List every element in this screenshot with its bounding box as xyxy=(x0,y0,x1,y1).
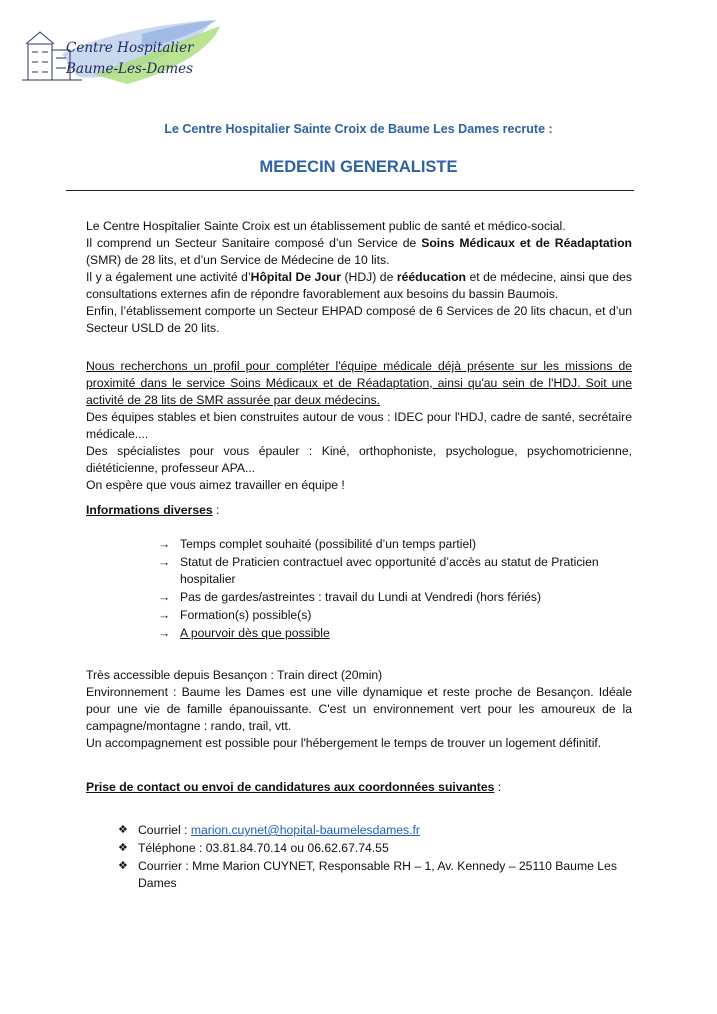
recruitment-headline: Le Centre Hospitalier Sainte Croix de Baume Les Dames recrute : xyxy=(164,122,553,136)
intro-p3-text: Il y a également une activité d’ xyxy=(86,270,251,284)
contact-list xyxy=(118,822,618,893)
arrow-right-icon: → xyxy=(158,590,171,604)
contact-heading-text: Prise de contact ou envoi de candidatures aux coordonnées suivantes xyxy=(86,780,495,794)
intro-paragraph-3 xyxy=(86,269,632,303)
intro-p2-text: Il comprend un Secteur Sanitaire composé d’un Service de xyxy=(86,236,422,250)
profile-paragraph-3: Des spécialistes pour vous épauler : Kiné, orthophoniste, psychologue, psychomotricienne, diététicienne, professeur APA... xyxy=(86,444,632,475)
arrow-right-icon: → xyxy=(158,537,171,551)
hospital-logo xyxy=(22,14,227,92)
contact-heading-colon: : xyxy=(494,780,502,794)
logo-line-2: Baume-Les-Dames xyxy=(66,61,194,77)
contact-heading xyxy=(86,779,632,796)
list-item-text: Pas de gardes/astreintes : travail du Lundi at Vendredi (hors fériés) xyxy=(180,590,542,604)
intro-p3-text-end: et de médecine, ainsi que des consultations externes afin de répondre favorablement aux besoins du bassin Baumois. xyxy=(86,270,633,301)
access-paragraph-3: Un accompagnement est possible pour l'hébergement le temps de trouver un logement définitif. xyxy=(86,736,602,750)
list-item-text: A pourvoir dès que possible xyxy=(180,626,330,640)
intro-p3-bold-reeducation: rééducation xyxy=(396,270,466,284)
intro-p2-text-end: (SMR) de 28 lits, et d’un Service de Médecine de 10 lits. xyxy=(86,253,390,267)
intro-paragraph-2 xyxy=(86,235,632,269)
access-paragraph-1: Très accessible depuis Besançon : Train direct (20min) xyxy=(86,668,383,682)
intro-paragraph-1: Le Centre Hospitalier Sainte Croix est un établissement public de santé et médico-social. xyxy=(86,219,566,233)
arrow-right-icon: → xyxy=(158,555,171,569)
list-item xyxy=(156,607,616,624)
list-item xyxy=(156,554,616,588)
intro-paragraph-4: Enfin, l’établissement comporte un Secteur EHPAD composé de 6 Services de 20 lits chacun, et d’un Secteur USLD de 20 lits. xyxy=(86,304,632,335)
list-item-text: Formation(s) possible(s) xyxy=(180,608,312,622)
diamond-bullet-icon: ❖ xyxy=(118,842,128,854)
arrow-right-icon: → xyxy=(158,626,171,640)
list-item-text: Temps complet souhaité (possibilité d’un temps partiel) xyxy=(180,537,477,551)
contact-mail-item xyxy=(118,858,618,892)
mail-text: Courrier : Mme Marion CUYNET, Responsable RH – 1, Av. Kennedy – 25110 Baume Les Dames xyxy=(138,859,617,890)
diamond-bullet-icon: ❖ xyxy=(118,860,128,872)
intro-p2-bold: Soins Médicaux et de Réadaptation xyxy=(421,236,632,250)
phone-text: Téléphone : 03.81.84.70.14 ou 06.62.67.74.55 xyxy=(138,841,389,855)
profile-paragraph-4: On espère que vous aimez travailler en équipe ! xyxy=(86,478,345,492)
intro-section xyxy=(86,218,632,337)
job-title: MEDECIN GENERALISTE xyxy=(259,158,458,176)
list-item xyxy=(156,589,616,606)
profile-underlined-paragraph: Nous recherchons un profil pour compléter l'équipe médicale déjà présente sur les missions de proximité dans le service Soins Médicaux et de Réadaptation, ainsi qu'au sein de l'HDJ. Soit une activité de 28 lits de SMR assurée par deux médecins. xyxy=(86,359,632,407)
contact-phone-item xyxy=(118,840,618,857)
email-link[interactable]: marion.cuynet@hopital-baumelesdames.fr xyxy=(190,823,420,837)
profile-section xyxy=(86,358,632,494)
arrow-right-icon: → xyxy=(158,608,171,622)
info-heading-text: Informations diverses xyxy=(86,503,213,517)
title-divider xyxy=(66,190,634,191)
intro-p3-bold-hdj: Hôpital De Jour xyxy=(250,270,341,284)
list-item-text: Statut de Praticien contractuel avec opportunité d’accès au statut de Praticien hospitalier xyxy=(180,555,599,586)
intro-p3-text-mid: (HDJ) de xyxy=(340,270,397,284)
access-paragraph-2: Environnement : Baume les Dames est une ville dynamique et reste proche de Besançon. Idéale pour une vie de famille épanouissante. C'est un environnement vert pour les amoureux de la campagne/montagne : rando, trail, vtt. xyxy=(86,685,632,733)
profile-paragraph-2: Des équipes stables et bien construites autour de vous : IDEC pour l'HDJ, cadre de santé, secrétaire médicale.... xyxy=(86,410,632,441)
contact-email-item xyxy=(118,822,618,839)
access-section xyxy=(86,667,632,752)
list-item xyxy=(156,536,616,553)
diamond-bullet-icon: ❖ xyxy=(118,824,128,836)
list-item xyxy=(156,625,616,642)
email-label: Courriel : xyxy=(138,823,191,837)
info-heading-colon: : xyxy=(212,503,220,517)
info-heading xyxy=(86,502,632,519)
info-list xyxy=(156,536,616,643)
logo-line-1: Centre Hospitalier xyxy=(66,40,194,56)
